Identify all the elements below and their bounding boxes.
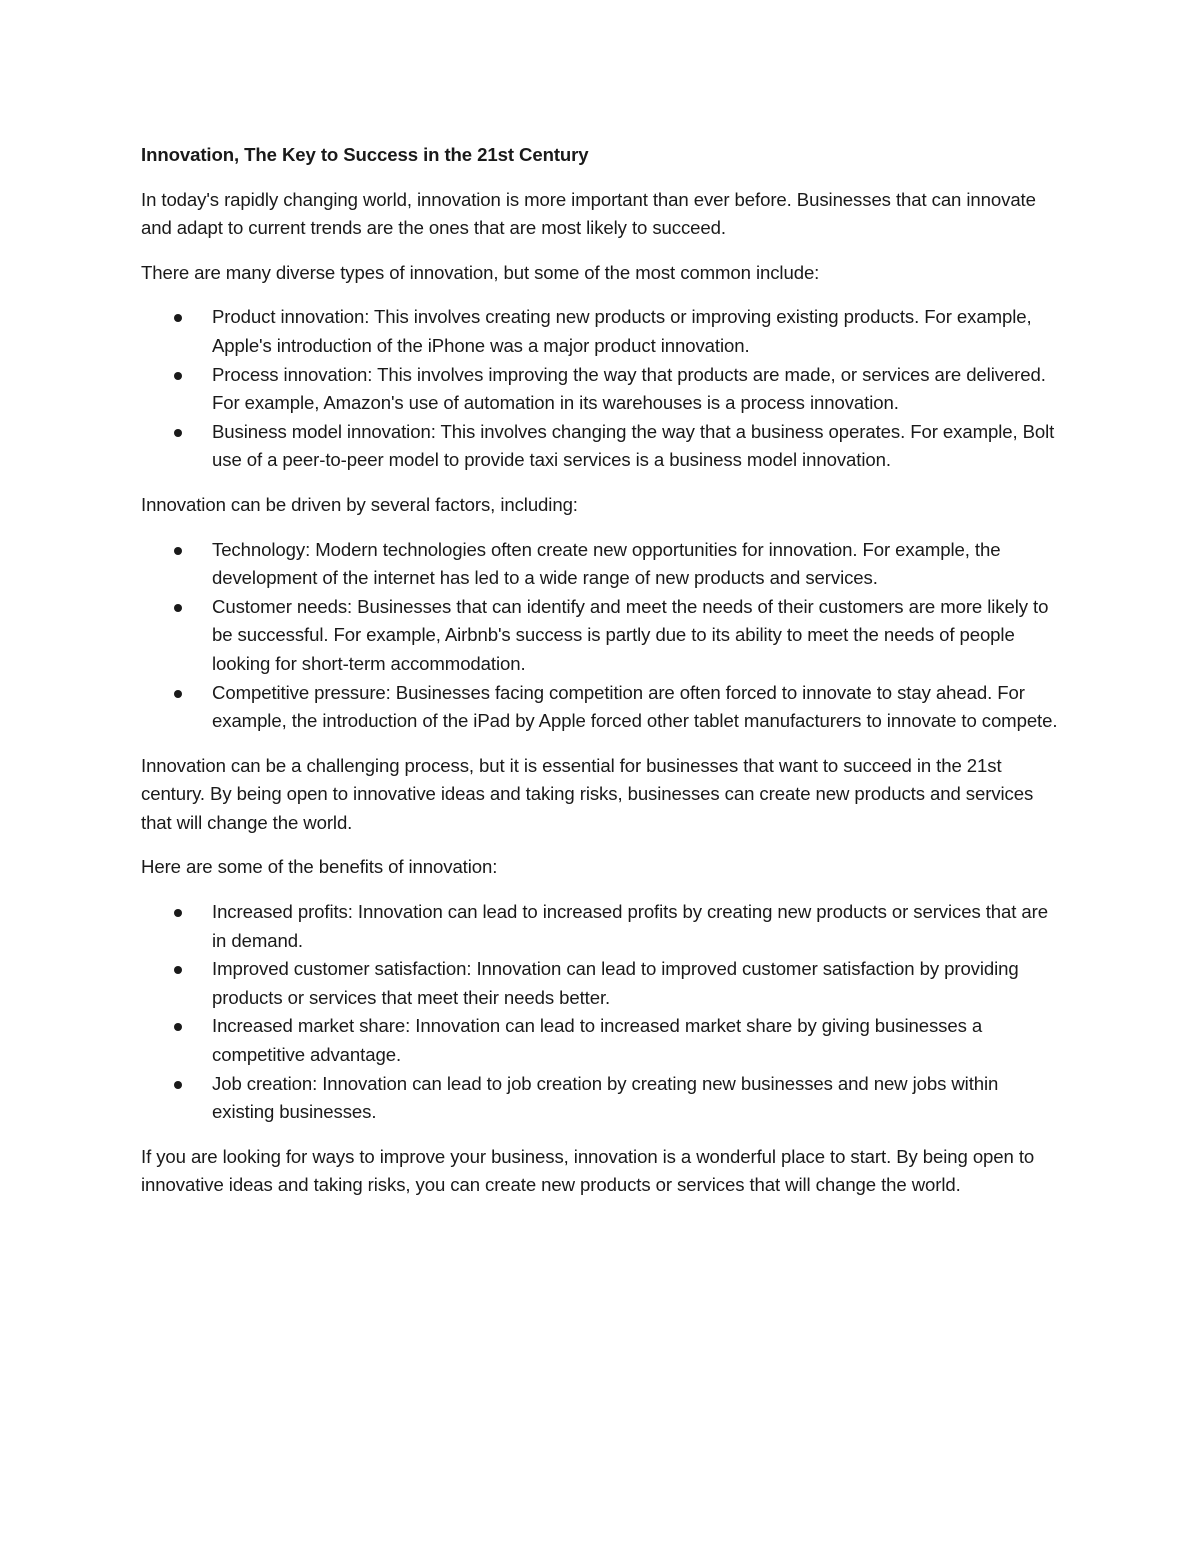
list-item [141, 536, 1061, 593]
closing-paragraph: If you are looking for ways to improve your business, innovation is a wonderful place to start. By being open to innovative ideas and taking risks, you can create new products or services that will change the world. [141, 1145, 1035, 1196]
list-item [141, 1012, 1061, 1069]
bullet-icon [174, 429, 182, 437]
bullet-icon [174, 1081, 182, 1089]
list-item [141, 679, 1061, 736]
list-item-text: Business model innovation: This involves changing the way that a business operates. For example, Bolt use of a peer-to-peer model to provide taxi services is a business model innovation. [212, 420, 1055, 471]
list-item [141, 1070, 1061, 1127]
list-item [141, 303, 1061, 360]
bullet-icon [174, 314, 182, 322]
drivers-list [141, 536, 1061, 736]
bullet-icon [174, 372, 182, 380]
list-item-text: Process innovation: This involves improving the way that products are made, or services are delivered. For example, Amazon's use of automation in its warehouses is a process innovation. [212, 363, 1046, 414]
drivers-intro-paragraph: Innovation can be driven by several factors, including: [141, 493, 578, 515]
list-item [141, 418, 1061, 475]
types-list [141, 303, 1061, 475]
list-item-text: Product innovation: This involves creating new products or improving existing products. For example, Apple's introduction of the iPhone was a major product innovation. [212, 306, 1032, 356]
list-item [141, 593, 1061, 679]
challenge-paragraph: Innovation can be a challenging process, but it is essential for businesses that want to succeed in the 21st century. By being open to innovative ideas and taking risks, businesses can create new products and services that will change the world. [141, 754, 1034, 833]
intro-paragraph: In today's rapidly changing world, innovation is more important than ever before. Businesses that can innovate and adapt to current trends are the ones that are most likely to succeed. [141, 188, 1036, 239]
list-item [141, 898, 1061, 955]
bullet-icon [174, 604, 182, 612]
list-item-text: Competitive pressure: Businesses facing competition are often forced to innovate to stay ahead. For example, the introduction of the iPad by Apple forced other tablet manufacturers to innovate to compete. [212, 681, 1058, 732]
bullet-icon [174, 909, 182, 917]
list-item-text: Increased profits: Innovation can lead to increased profits by creating new products or services that are in demand. [212, 901, 1048, 951]
list-item-text: Technology: Modern technologies often create new opportunities for innovation. For example, the development of the internet has led to a wide range of new products and services. [212, 538, 1001, 589]
list-item-text: Improved customer satisfaction: Innovation can lead to improved customer satisfaction by providing products or services that meet their needs better. [212, 958, 1019, 1008]
bullet-icon [174, 547, 182, 555]
bullet-icon [174, 690, 182, 698]
list-item-text: Customer needs: Businesses that can identify and meet the needs of their customers are more likely to be successful. For example, Airbnb's success is partly due to its ability to meet the needs of people looking for short-term accommodation. [212, 595, 1049, 674]
list-item-text: Job creation: Innovation can lead to job creation by creating new businesses and new jobs within existing businesses. [212, 1072, 999, 1123]
list-item [141, 955, 1061, 1012]
document-page [141, 141, 1061, 1216]
benefits-intro-paragraph: Here are some of the benefits of innovation: [141, 856, 498, 878]
document-title: Innovation, The Key to Success in the 21st Century [141, 144, 589, 165]
list-item [141, 361, 1061, 418]
list-item-text: Increased market share: Innovation can lead to increased market share by giving businesses a competitive advantage. [212, 1015, 983, 1066]
types-intro-paragraph: There are many diverse types of innovation, but some of the most common include: [141, 261, 820, 283]
bullet-icon [174, 1023, 182, 1031]
benefits-list [141, 898, 1061, 1127]
bullet-icon [174, 966, 182, 974]
